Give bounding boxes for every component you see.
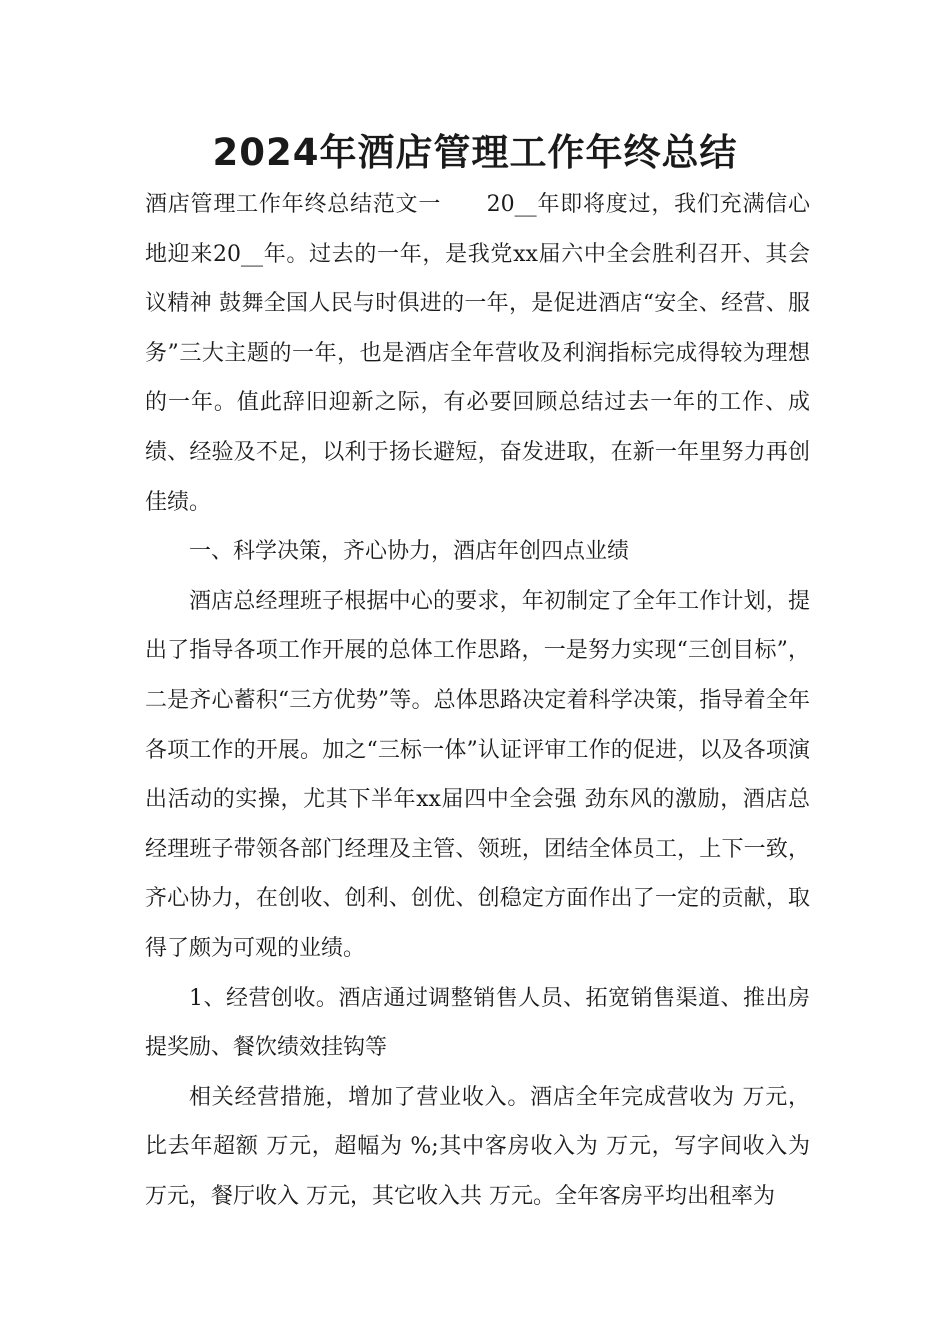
document-body (145, 180, 810, 1221)
intro-paragraph: 酒店管理工作年终总结范文一 20__年即将度过，我们充满信心地迎来20__年。过去的一年，是我党xx届六中全会胜利召开、其会议精神 鼓舞全国人民与时俱进的一年，是促进酒店“安全、经营、服务”三大主题的一年，也是酒店全年营收及利润指标完成得较为理想的一年。值此辞旧迎新之际，有必要回顾总结过去一年的工作、成绩、经验及不足，以利于扬长避短，奋发进取，在新一年里努力再创佳绩。 (145, 192, 810, 515)
document-title: 2024年酒店管理工作年终总结 (212, 131, 738, 174)
body-paragraph: 酒店总经理班子根据中心的要求，年初制定了全年工作计划，提出了指导各项工作开展的总体工作思路，一是努力实现“三创目标”，二是齐心蓄积“三方优势”等。总体思路决定着科学决策，指导着全年各项工作的开展。加之“三标一体”认证评审工作的促进，以及各项演出活动的实操，尤其下半年xx届四中全会强 劲东风的激励，酒店总经理班子带领各部门经理及主管、领班，团结全体员工，上下一致，齐心协力，在创收、创利、创优、创稳定方面作出了一定的贡献，取得了颇为可观的业绩。 (145, 588, 810, 961)
body-paragraph: 相关经营措施，增加了营业收入。酒店全年完成营收为 万元，比去年超额 万元，超幅为 %;其中客房收入为 万元，写字间收入为万元，餐厅收入 万元，其它收入共 万元。全年客房平均出租率为 (145, 1084, 810, 1209)
body-paragraph: 1、经营创收。酒店通过调整销售人员、拓宽销售渠道、推出房提奖励、餐饮绩效挂钩等 (145, 985, 810, 1061)
section-heading: 一、科学决策，齐心协力，酒店年创四点业绩 (189, 539, 630, 565)
